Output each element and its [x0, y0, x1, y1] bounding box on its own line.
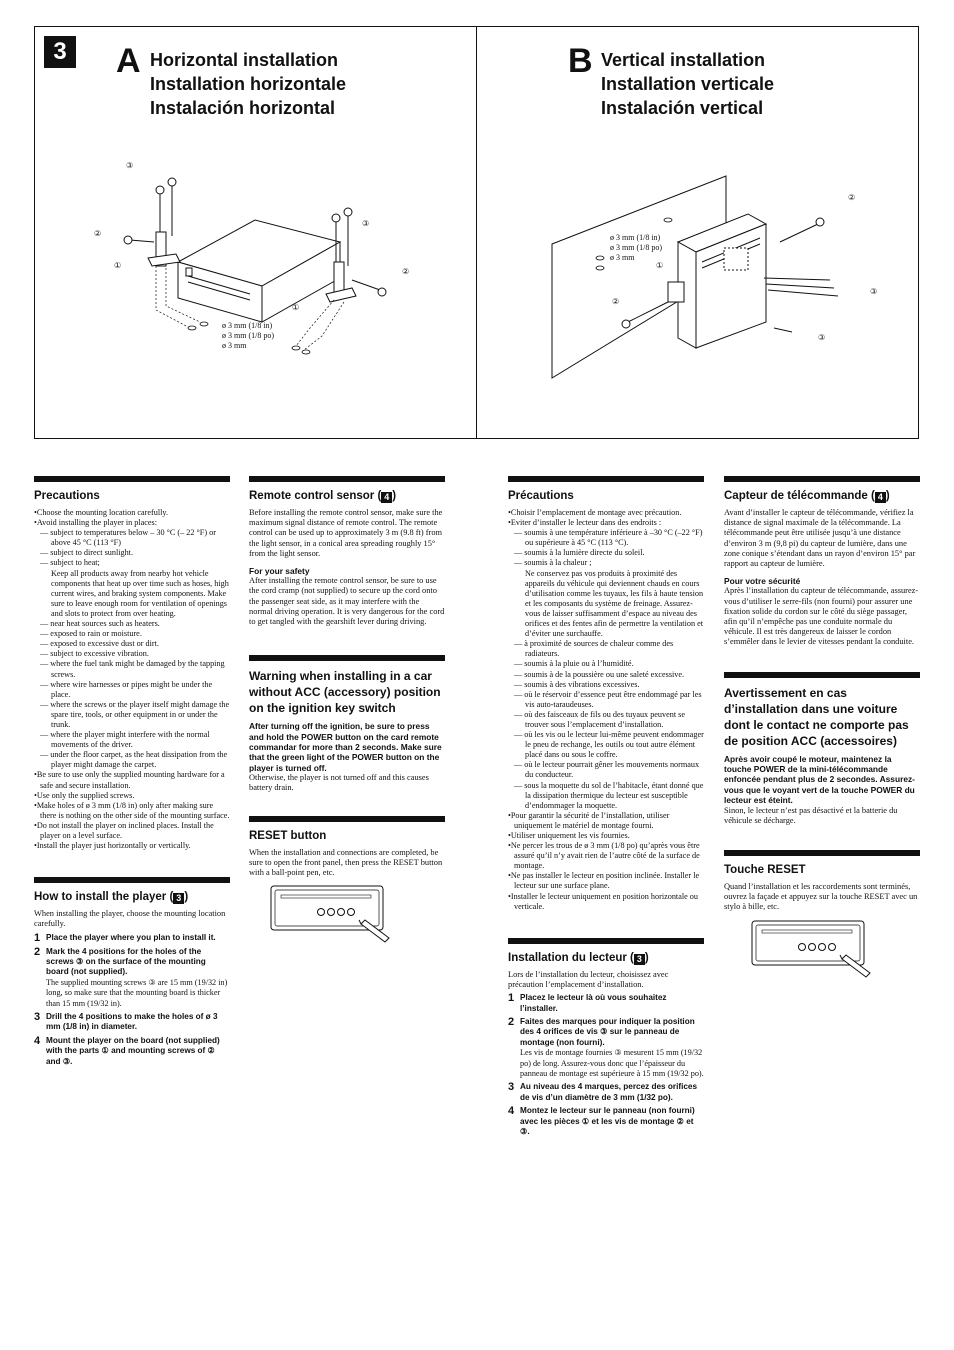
- precaution-item: •Do not install the player on inclined places. Install the player on a level surface.: [34, 820, 214, 840]
- panel-b-title-es: Instalación vertical: [601, 98, 764, 118]
- install-step: [508, 1017, 704, 1079]
- callout-3-b-right: ③: [870, 287, 878, 296]
- en-reset-heading: RESET button: [249, 829, 327, 842]
- vertical-installation-illustration: [548, 172, 898, 382]
- en-warning-bold: After turning off the ignition, be sure to press and hold the POWER button on the card remote commandar for more than 2 seconds. Make sure that the green light of the POWER button on the player is turned off.: [249, 721, 442, 773]
- en-howto-intro: When installing the player, choose the mounting location carefully.: [34, 909, 226, 929]
- step-text-wrap: [520, 1082, 704, 1103]
- figure-ref-badge: 3: [173, 893, 184, 904]
- en-precautions-heading: Precautions: [34, 490, 100, 502]
- en-remote-body: Before installing the remote control sensor, make sure the maximum signal distance of remote control. The remote control can be used up to approximately 3 m (9.8 ft) from the light sensor, in a conical area spreading roughly 15° from the light sensor.: [249, 508, 443, 558]
- fr-column-1: [508, 476, 704, 1137]
- step-number: 1: [508, 992, 515, 1005]
- en-remote-heading-text: Remote control sensor (: [249, 490, 382, 502]
- hole-label-mm: ø 3 mm: [222, 341, 247, 350]
- hole-label-mm-b: ø 3 mm: [610, 253, 635, 262]
- precaution-item: — exposed to excessive dust or dirt.: [40, 639, 159, 649]
- figure-ref-badge: 4: [875, 492, 886, 503]
- install-step: [34, 947, 230, 1009]
- section-bar: [34, 877, 230, 883]
- precaution-item: — exposed to rain or moisture.: [40, 629, 142, 639]
- panel-divider: [476, 27, 477, 438]
- en-column-1: [34, 476, 230, 1067]
- step-number: 4: [508, 1105, 515, 1118]
- step-number: 3: [508, 1081, 515, 1094]
- precaution-item: •Eviter d’installer le lecteur dans des endroits :: [508, 518, 662, 528]
- callout-1-right: ①: [292, 303, 300, 312]
- en-remote-heading-end: ): [392, 490, 397, 502]
- figure-badge: 3: [44, 36, 76, 68]
- precaution-item: — under the floor carpet, as the heat dissipation from the player might damage the carpet.: [40, 750, 228, 770]
- fr-warning-heading: Avertissement en cas d’installation dans une voiture dont le contact ne comporte pas de position ACC (accessoires): [724, 685, 909, 748]
- hole-label-po-b: ø 3 mm (1/8 po): [610, 243, 662, 252]
- en-reset-body: When the installation and connections are completed, be sure to open the front panel, then press the RESET button with a ball-point pen, etc.: [249, 847, 443, 878]
- precaution-item: •Choisir l’emplacement de montage avec précaution.: [508, 508, 682, 517]
- precaution-item: — où les vis ou le lecteur lui-même peuvent endommager le pneu de rechange, les outils ou tout autre élément placé dans ou sous le coffre.: [514, 730, 704, 760]
- fr-column-2: [724, 476, 920, 984]
- section-bar: [34, 476, 230, 482]
- precaution-item: — soumis à la lumière directe du soleil.: [514, 548, 645, 558]
- en-howto-heading-end: ): [184, 891, 189, 904]
- step-text: Au niveau des 4 marques, percez des orifices de vis d’un diamètre de 3 mm (1/32 po).: [520, 1082, 698, 1102]
- panel-a-titles: [150, 48, 346, 120]
- en-howto-steps: [34, 933, 230, 1067]
- fr-reset-heading: Touche RESET: [724, 864, 806, 877]
- panel-a-title-es: Instalación horizontal: [150, 98, 336, 118]
- step-number: 4: [34, 1034, 41, 1047]
- step-text: Montez le lecteur sur le panneau (non fourni) avec les pièces ① et les vis de montage ② et ③.: [520, 1106, 695, 1137]
- fr-remote-heading-text: Capteur de télécommande (: [724, 490, 875, 502]
- section-bar: [249, 655, 445, 661]
- precaution-item: •Be sure to use only the supplied mounting hardware for a safe and secure installation.: [34, 770, 225, 790]
- step-number: 3: [34, 1011, 41, 1024]
- callout-3: ③: [126, 161, 134, 170]
- reset-button-illustration: [249, 882, 399, 944]
- step-text: Mark the 4 positions for the holes of the screws ③ on the surface of the mounting board (not supplied).: [46, 946, 206, 977]
- fr-reset-body: Quand l’installation et les raccordements sont terminés, ouvrez la façade et appuyez sur la touche RESET avec un stylo à bille, etc.: [724, 882, 918, 912]
- hole-label-in-b: ø 3 mm (1/8 in): [610, 233, 661, 242]
- fr-remote-heading-end: ): [885, 490, 890, 502]
- step-text-wrap: [520, 993, 704, 1014]
- precaution-item: •Ne percer les trous de ø 3 mm (1/8 po) qu’après vous être assuré qu’il n’y avait rien de l’autre côté de la surface de montage.: [508, 841, 700, 871]
- panel-b-titles: [601, 48, 774, 120]
- hole-label-in: ø 3 mm (1/8 in): [222, 321, 273, 330]
- fr-remote-body: Avant d’installer le capteur de télécommande, vérifiez la distance de signal maximale de la télécommande. La télécommande peut être utilisée jusqu’à une distance d’environ 3 m (9,8 pi) du capteur de lumière, dans une zone conique s’étendant dans un rayon d’environ 15° par rapport au capteur de lumière.: [724, 508, 916, 569]
- precaution-item: •Use only the supplied screws.: [34, 790, 135, 800]
- precaution-item: — soumis à des vibrations excessives.: [514, 679, 640, 689]
- panel-a-title-fr: Installation horizontale: [150, 74, 347, 94]
- precaution-item: — where the fuel tank might be damaged by the tapping screws.: [40, 659, 225, 679]
- install-step: [34, 1012, 230, 1033]
- precaution-item: •Pour garantir la sécurité de l’installation, utiliser uniquement le matériel de montage fourni.: [508, 810, 670, 830]
- fr-precautions-heading: Précautions: [508, 490, 574, 502]
- en-warning-body: Otherwise, the player is not turned off and this causes battery drain.: [249, 773, 429, 793]
- install-step: [508, 993, 704, 1014]
- fr-install-heading-end: ): [644, 951, 649, 964]
- panel-b-title-fr: Installation verticale: [601, 74, 775, 94]
- step-note: The supplied mounting screws ③ are 15 mm (19/32 in) long, so make sure that the mounting board is thicker than 15 mm (19/32 in).: [46, 977, 228, 1008]
- precaution-item: — où des faisceaux de fils ou des tuyaux peuvent se trouver sous l’emplacement d’installation.: [514, 709, 685, 729]
- install-step: [508, 1082, 704, 1103]
- precaution-item: •Install the player just horizontally or vertically.: [34, 841, 191, 851]
- fr-safety-heading: Pour votre sécurité: [724, 576, 801, 587]
- precaution-item: — soumis à la pluie ou à l’humidité.: [514, 659, 634, 669]
- step-number: 2: [508, 1015, 515, 1028]
- step-text-wrap: [520, 1106, 704, 1137]
- precaution-item: Keep all products away from nearby hot vehicle components that heat up over time such as hoses, high current wires, and braking system components. Make sure to leave enough room for ventilation of openings and slots to protect from over heating.: [51, 568, 229, 618]
- fr-install-steps: [508, 993, 704, 1137]
- precaution-item: — sous la moquette du sol de l’habitacle, étant donné que la dissipation thermique du lecteur est susceptible d’endommager la moquette.: [514, 780, 704, 810]
- section-bar: [249, 476, 445, 482]
- callout-2-b-right: ②: [848, 193, 856, 202]
- callout-1: ①: [114, 261, 122, 270]
- fr-warning-bold: Après avoir coupé le moteur, maintenez la touche POWER de la mini-télécommande enfoncée pendant plus de 2 secondes. Assurez-vous que le voyant vert de la touche POWER du lecteur est éteint.: [724, 753, 915, 806]
- precaution-item: — soumis à de la poussière ou une saleté excessive.: [514, 669, 685, 679]
- precaution-item: — soumis à la chaleur ;: [514, 558, 592, 568]
- step-text-wrap: [46, 933, 216, 944]
- panel-b-letter: B: [568, 42, 593, 80]
- step-number: 1: [34, 931, 41, 944]
- callout-3-right: ③: [362, 219, 370, 228]
- precaution-item: •Choose the mounting location carefully.: [34, 508, 168, 517]
- precaution-item: — où le réservoir d’essence peut être endommagé par les vis auto-taraudeuses.: [514, 689, 702, 709]
- precaution-item: — à proximité de sources de chaleur comme des radiateurs.: [514, 639, 674, 659]
- callout-2-b: ②: [612, 297, 620, 306]
- precaution-item: — where wire harnesses or pipes might be under the place.: [40, 679, 213, 699]
- precaution-item: •Installer le lecteur uniquement en position horizontale ou verticale.: [508, 891, 698, 911]
- precaution-item: — subject to excessive vibration.: [40, 649, 149, 659]
- reset-button-illustration-fr: [724, 917, 874, 979]
- step-text-wrap: [46, 1012, 230, 1033]
- en-howto-heading-text: How to install the player (: [34, 891, 174, 904]
- section-bar: [249, 816, 445, 822]
- step-text: Drill the 4 positions to make the holes of ø 3 mm (1/8 in) in diameter.: [46, 1012, 218, 1032]
- precaution-item: — où le lecteur pourrait gêner les mouvements normaux du conducteur.: [514, 760, 700, 780]
- section-bar: [508, 938, 704, 944]
- fr-install-intro: Lors de l’installation du lecteur, choisissez avec précaution l’emplacement d’installation.: [508, 969, 669, 989]
- step-text: Faites des marques pour indiquer la position des 4 orifices de vis ③ sur le panneau de montage (non fourni).: [520, 1016, 695, 1047]
- precaution-item: — subject to heat;: [40, 558, 100, 568]
- panel-a-title-en: Horizontal installation: [150, 50, 339, 70]
- install-step: [34, 933, 230, 944]
- section-bar: [724, 672, 920, 678]
- panel-a-letter: A: [116, 42, 141, 80]
- precaution-item: — subject to direct sunlight.: [40, 548, 134, 558]
- step-text-wrap: [46, 1036, 230, 1067]
- step-text-wrap: [520, 1017, 704, 1079]
- en-remote-heading: [249, 489, 445, 504]
- precaution-item: •Avoid installing the player in places:: [34, 518, 157, 528]
- precaution-item: •Ne pas installer le lecteur en position inclinée. Installer le lecteur sur une surface plane.: [508, 871, 700, 891]
- callout-3-b-bottom: ③: [818, 333, 826, 342]
- figure-ref-badge: 3: [634, 954, 645, 965]
- section-bar: [508, 476, 704, 482]
- precaution-item: •Make holes of ø 3 mm (1/8 in) only after making sure there is nothing on the other side of the mounting surface.: [34, 800, 230, 820]
- hole-label-po: ø 3 mm (1/8 po): [222, 331, 274, 340]
- precaution-item: — where the player might interfere with the normal movements of the driver.: [40, 730, 210, 750]
- callout-2: ②: [94, 229, 102, 238]
- callout-2-right: ②: [402, 267, 410, 276]
- step-text-wrap: [46, 947, 230, 1009]
- fr-safety-body: Après l’installation du capteur de télécommande, assurez-vous d’utiliser le serre-fils (non fourni) pour assurer une fixation solide du cordon sur le côté du siège passager, afin qu’il n’empêche pas une conduite normale du véhicule. Il est très dangereux de laisser le cordon s’emmêler dans le levier de vitesses pendant la conduite.: [724, 586, 919, 647]
- fr-precautions-list: [508, 508, 704, 912]
- horizontal-installation-illustration: [90, 150, 430, 380]
- precaution-item: •Utiliser uniquement les vis fournies.: [508, 831, 630, 840]
- precaution-item: — soumis à une température inférieure à –30 °C (–22 °F) ou supérieure à 45 °C (113 °C).: [514, 528, 703, 548]
- callout-1-b: ①: [656, 261, 664, 270]
- en-safety-body: After installing the remote control sensor, be sure to use the cord cramp (not supplied) to secure up the cord onto the passenger seat side, as it may interfere with the normal driving operation. It is very dangerous for the cord to get tangled with the gearshift lever during driving.: [249, 576, 445, 627]
- section-bar: [724, 476, 920, 482]
- fr-remote-heading: [724, 489, 920, 504]
- en-safety-heading: For your safety: [249, 566, 310, 577]
- panel-b-title-en: Vertical installation: [601, 50, 766, 70]
- step-text: Mount the player on the board (not supplied) with the parts ① and mounting screws of ② and ③.: [46, 1035, 220, 1066]
- precaution-item: — near heat sources such as heaters.: [40, 619, 160, 629]
- install-step: [34, 1036, 230, 1067]
- en-column-2: [249, 476, 445, 949]
- step-number: 2: [34, 945, 41, 958]
- en-warning-heading: Warning when installing in a car without ACC (accessory) position on the ignition key switch: [249, 669, 441, 716]
- step-note: Les vis de montage fournies ③ mesurent 15 mm (19/32 po) de long. Assurez-vous donc que l’épaisseur du panneau de montage est supérieure à 15 mm (19/32 po).: [520, 1048, 704, 1078]
- precaution-item: Ne conservez pas vos produits à proximité des appareils du véhicule qui deviennent chauds en cours d’utilisation comme les tuyaux, les fils à haute tension et les composants du système de freinage. Assurez-vous de laisser suffisamment d’espace au niveau des orifices et des fentes afin de permettre la ventilation et d’éviter une surchauffe.: [525, 568, 704, 639]
- en-precautions-list: [34, 508, 230, 851]
- install-step: [508, 1106, 704, 1137]
- figure-ref-badge: 4: [381, 492, 392, 503]
- fr-warning-body: Sinon, le lecteur n’est pas désactivé et la batterie du véhicule se décharge.: [724, 805, 898, 825]
- precaution-item: — where the screws or the player itself might damage the spare tire, tools, or other equipment in or under the trunk.: [40, 699, 230, 729]
- step-text: Place the player where you plan to install it.: [46, 932, 216, 942]
- step-text: Placez le lecteur là où vous souhaitez l’installer.: [520, 993, 667, 1013]
- fr-install-heading-text: Installation du lecteur (: [508, 951, 634, 964]
- precaution-item: — subject to temperatures below – 30 °C (– 22 °F) or above 45 °C (113 °F): [40, 528, 216, 548]
- section-bar: [724, 850, 920, 856]
- fr-install-heading: [508, 951, 704, 966]
- en-howto-heading: [34, 890, 230, 905]
